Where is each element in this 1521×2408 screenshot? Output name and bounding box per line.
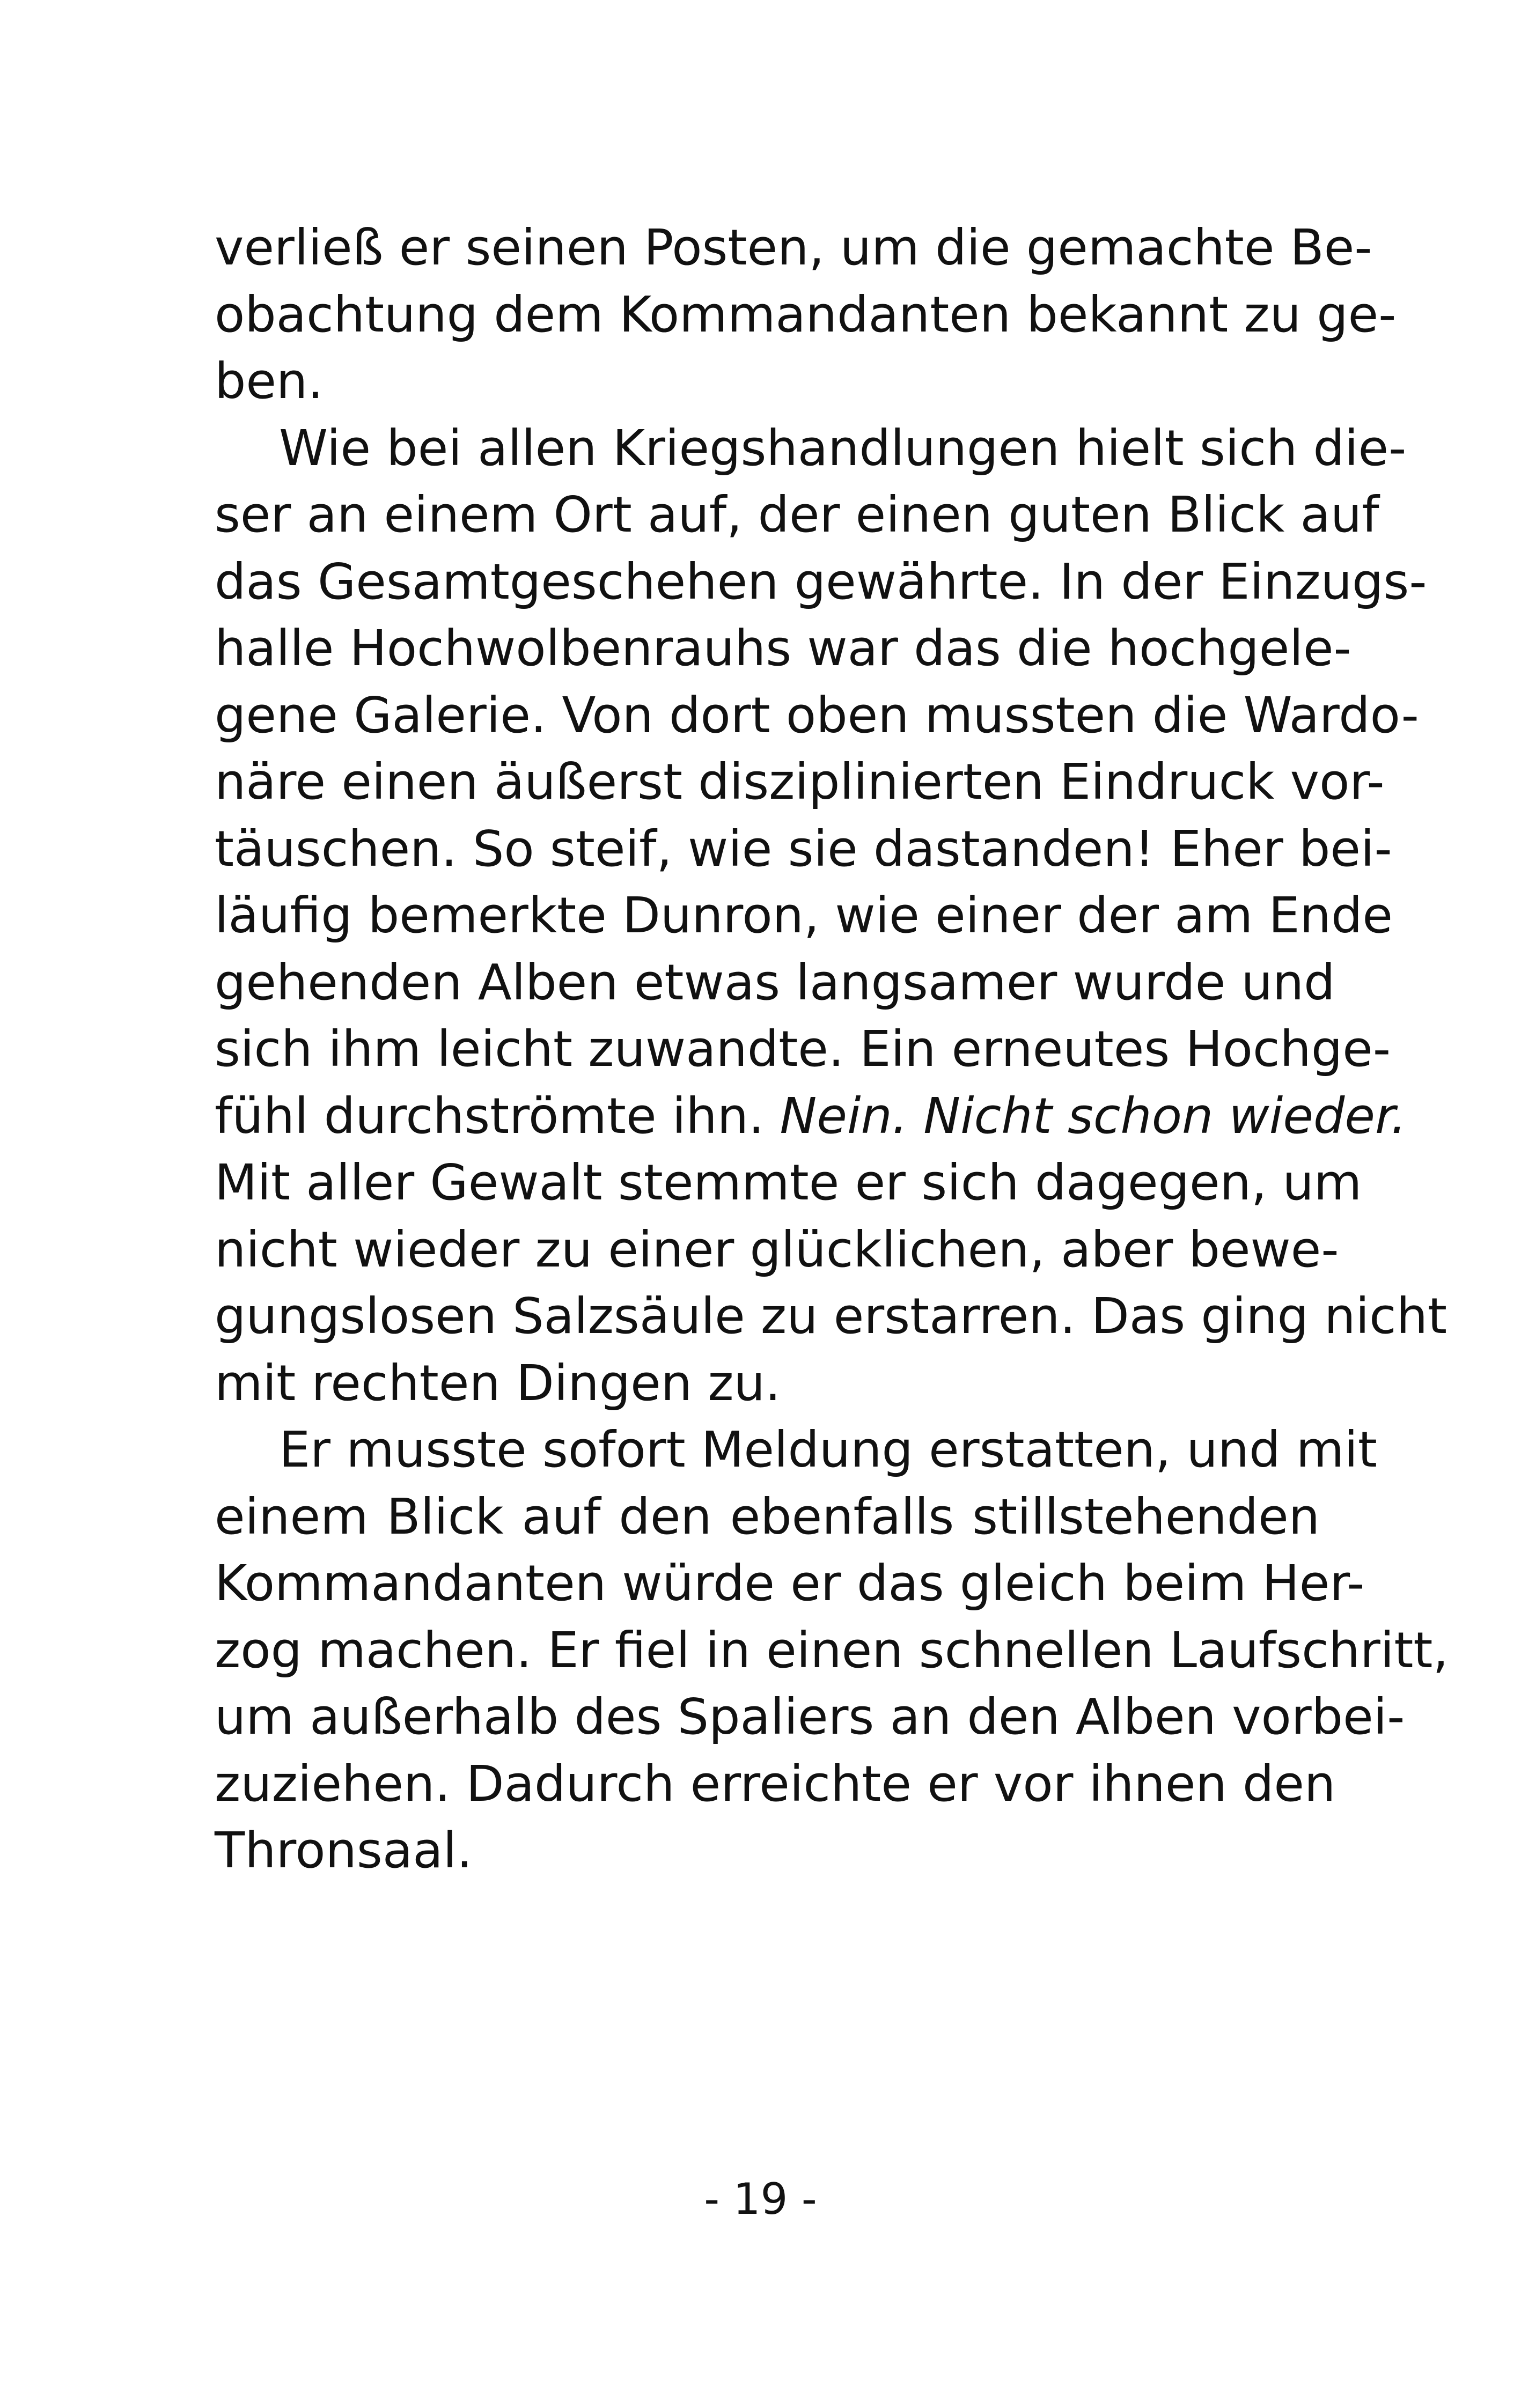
body-text xyxy=(215,215,1449,1884)
text-line: Kommandanten würde er das gleich beim Her- xyxy=(215,1555,1365,1612)
text-line: sich ihm leicht zuwandte. Ein erneutes Hochge- xyxy=(215,1020,1391,1078)
text-line-with-italic xyxy=(215,1083,1407,1150)
text-line: obachtung dem Kommandanten bekannt zu ge- xyxy=(215,285,1397,343)
text-line: ben. xyxy=(215,352,324,410)
text-line: Wie bei allen Kriegshandlungen hielt sich die- xyxy=(279,419,1407,477)
page-number: - 19 - xyxy=(704,2174,817,2224)
text-line: läufig bemerkte Dunron, wie einer der am Ende xyxy=(215,887,1393,944)
text-line: einem Blick auf den ebenfalls stillstehenden xyxy=(215,1487,1320,1545)
text-line: das Gesamtgeschehen gewährte. In der Einzugs- xyxy=(215,553,1427,610)
text-line: gene Galerie. Von dort oben mussten die Wardo- xyxy=(215,686,1419,744)
text-line: zog machen. Er fiel in einen schnellen Laufschritt, xyxy=(215,1621,1449,1679)
text-line: gehenden Alben etwas langsamer wurde und xyxy=(215,953,1335,1011)
text-line: Mit aller Gewalt stemmte er sich dagegen, um xyxy=(215,1154,1362,1211)
text-line: Er musste sofort Meldung erstatten, und mit xyxy=(279,1421,1377,1478)
italic-thought: Nein. Nicht schon wieder. xyxy=(780,1087,1407,1145)
text-line: verließ er seinen Posten, um die gemachte Be- xyxy=(215,219,1372,276)
text-line: um außerhalb des Spaliers an den Alben vorbei- xyxy=(215,1688,1405,1746)
text-line: näre einen äußerst disziplinierten Eindruck vor- xyxy=(215,753,1385,811)
text-fragment: fühl durchströmte ihn. xyxy=(215,1087,765,1145)
text-line: halle Hochwolbenrauhs war das die hochgele- xyxy=(215,620,1351,677)
text-line: Thronsaal. xyxy=(215,1822,473,1879)
text-line: täuschen. So steif, wie sie dastanden! Eher bei- xyxy=(215,820,1392,878)
text-line: zuziehen. Dadurch erreichte er vor ihnen den xyxy=(215,1755,1336,1813)
text-line: ser an einem Ort auf, der einen guten Blick auf xyxy=(215,486,1379,543)
text-line: gungslosen Salzsäule zu erstarren. Das ging nicht xyxy=(215,1287,1447,1345)
text-line: mit rechten Dingen zu. xyxy=(215,1354,781,1412)
text-line: nicht wieder zu einer glücklichen, aber bewe- xyxy=(215,1220,1339,1278)
